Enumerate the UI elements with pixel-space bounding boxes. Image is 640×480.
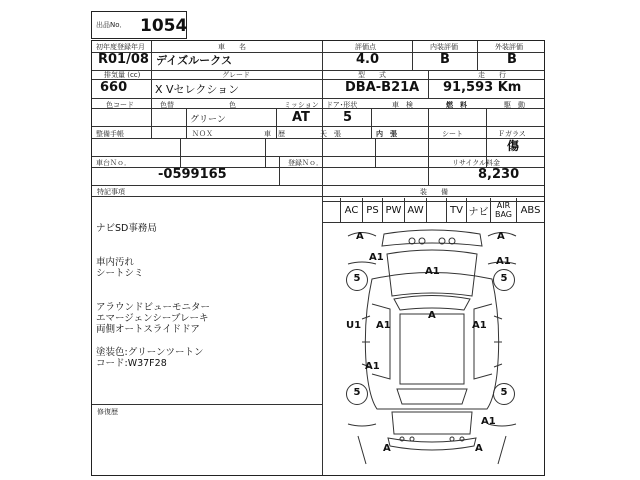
equipment-abs: ABS — [520, 204, 541, 216]
equipment-item — [446, 198, 466, 222]
wheel-front-left-grade: 5 — [353, 273, 361, 284]
score-value: 4.0 — [356, 52, 380, 67]
displacement-label: 排気量 (cc) — [104, 71, 141, 79]
score-label: 評価点 — [355, 43, 376, 51]
wheel-rear-right — [493, 383, 515, 405]
recycle-fee-value: 8,230 — [478, 167, 520, 182]
repair-history-label: 修復歴 — [97, 408, 118, 416]
model-code-value: DBA-B21A — [345, 80, 420, 95]
note-line: シートシミ — [96, 268, 144, 279]
damage-rear-left: A — [383, 443, 391, 454]
equipment-item — [404, 198, 426, 222]
note-line: 塗装色:グリーンツートン — [96, 347, 204, 358]
lot-number-value: 1054 — [140, 16, 188, 36]
recycle-fee-label: リサイクル料金 — [452, 159, 501, 167]
maintenance-book-label: 整備手帳 — [96, 130, 124, 138]
inner-lining-label: 内 張 — [376, 130, 397, 138]
car-name-label: 車 名 — [218, 43, 246, 51]
note-line: 両側オートスライドドア — [96, 324, 200, 335]
equipment-item — [340, 198, 362, 222]
special-notes-label: 特記事項 — [97, 188, 125, 196]
mileage-value: 91,593 Km — [443, 80, 522, 95]
equipment-ac: AC — [344, 204, 359, 216]
fuel-label: 燃 料 — [446, 101, 467, 109]
interior-grade-value: B — [440, 52, 450, 67]
equipment-tv: TV — [450, 204, 463, 216]
note-line: エマージェンシーブレーキ — [96, 313, 209, 324]
equipment-label: 装 備 — [420, 188, 448, 196]
registration-number-label: 登録Ｎｏ． — [288, 159, 323, 167]
car-history-label: 車 歴 — [264, 130, 285, 138]
damage-roof: A — [428, 310, 436, 321]
damage-rear-right-panel: A1 — [481, 416, 496, 427]
first-registration-label: 初年度登録年月 — [96, 43, 145, 51]
transmission-value: AT — [292, 110, 310, 125]
color-code-label: 色コード — [106, 101, 134, 109]
color-value: グリーン — [190, 115, 226, 125]
equipment-airbag: AIR BAG — [494, 201, 513, 219]
displacement-value: 660 — [100, 80, 128, 95]
grade-label: グレード — [222, 71, 250, 79]
grade-value: X Vセレクション — [155, 83, 240, 96]
equipment-item — [382, 198, 404, 222]
note-line: ナビSD事務局 — [96, 223, 157, 234]
color-change-label: 色替 — [160, 101, 174, 109]
color-label: 色 — [229, 101, 236, 109]
chassis-number-value: -0599165 — [158, 167, 227, 182]
wheel-rear-left-grade: 5 — [353, 387, 361, 398]
door-shape-label: ドア･形状 — [326, 101, 358, 109]
damage-rear-left-panel: A1 — [365, 361, 380, 372]
damage-left-door: A1 — [376, 320, 391, 331]
equipment-item — [426, 198, 446, 222]
damage-front-left: A — [356, 231, 364, 242]
wheel-rear-left — [346, 383, 368, 405]
damage-right-pillar: A1 — [496, 256, 511, 267]
model-code-label: 型 式 — [358, 71, 386, 79]
first-registration-value: R01/08 — [98, 52, 149, 67]
nox-label: ＮＯＸ — [192, 130, 213, 138]
wheel-rear-right-grade: 5 — [500, 387, 508, 398]
damage-front-right: A — [497, 231, 505, 242]
equipment-pw: PW — [385, 204, 402, 216]
equipment-navi: ナビ — [468, 206, 489, 218]
equipment-item — [516, 198, 544, 222]
interior-grade-label: 内装評価 — [430, 43, 458, 51]
equipment-item — [466, 198, 490, 222]
equipment-item — [490, 198, 516, 222]
front-glass-label: Ｆガラス — [498, 130, 526, 138]
note-line: アラウンドビューモニター — [96, 302, 211, 313]
equipment-ps: PS — [366, 204, 379, 216]
door-shape-value: 5 — [343, 110, 353, 125]
wheel-front-right-grade: 5 — [500, 273, 508, 284]
exterior-grade-value: B — [507, 52, 517, 67]
damage-hood: A1 — [425, 266, 440, 277]
note-line: 車内汚れ — [96, 257, 135, 268]
damage-right-door: A1 — [472, 320, 487, 331]
chassis-number-label: 車台Ｎｏ． — [96, 159, 131, 167]
inspection-label: 車 検 — [392, 101, 413, 109]
damage-left-pillar: U1 — [346, 320, 362, 331]
transmission-label: ミッション — [284, 101, 319, 109]
mileage-label: 走 行 — [478, 71, 506, 79]
damage-rear-right: A — [475, 443, 483, 454]
car-name-value: デイズルークス — [156, 54, 233, 67]
ceiling-label: 天 張 — [320, 130, 341, 138]
lot-number-label: 出品No． — [96, 21, 127, 29]
drive-label: 駆 動 — [504, 101, 525, 109]
damage-front-bumper-left: A1 — [369, 252, 384, 263]
wheel-front-right — [493, 269, 515, 291]
lot-number-box — [91, 11, 187, 39]
front-glass-value: 傷 — [507, 139, 520, 153]
wheel-front-left — [346, 269, 368, 291]
exterior-grade-label: 外装評価 — [495, 43, 523, 51]
equipment-aw: AW — [407, 204, 424, 216]
equipment-item — [362, 198, 382, 222]
note-line: コード:W37F28 — [96, 358, 167, 369]
seat-label: シート — [442, 130, 463, 138]
